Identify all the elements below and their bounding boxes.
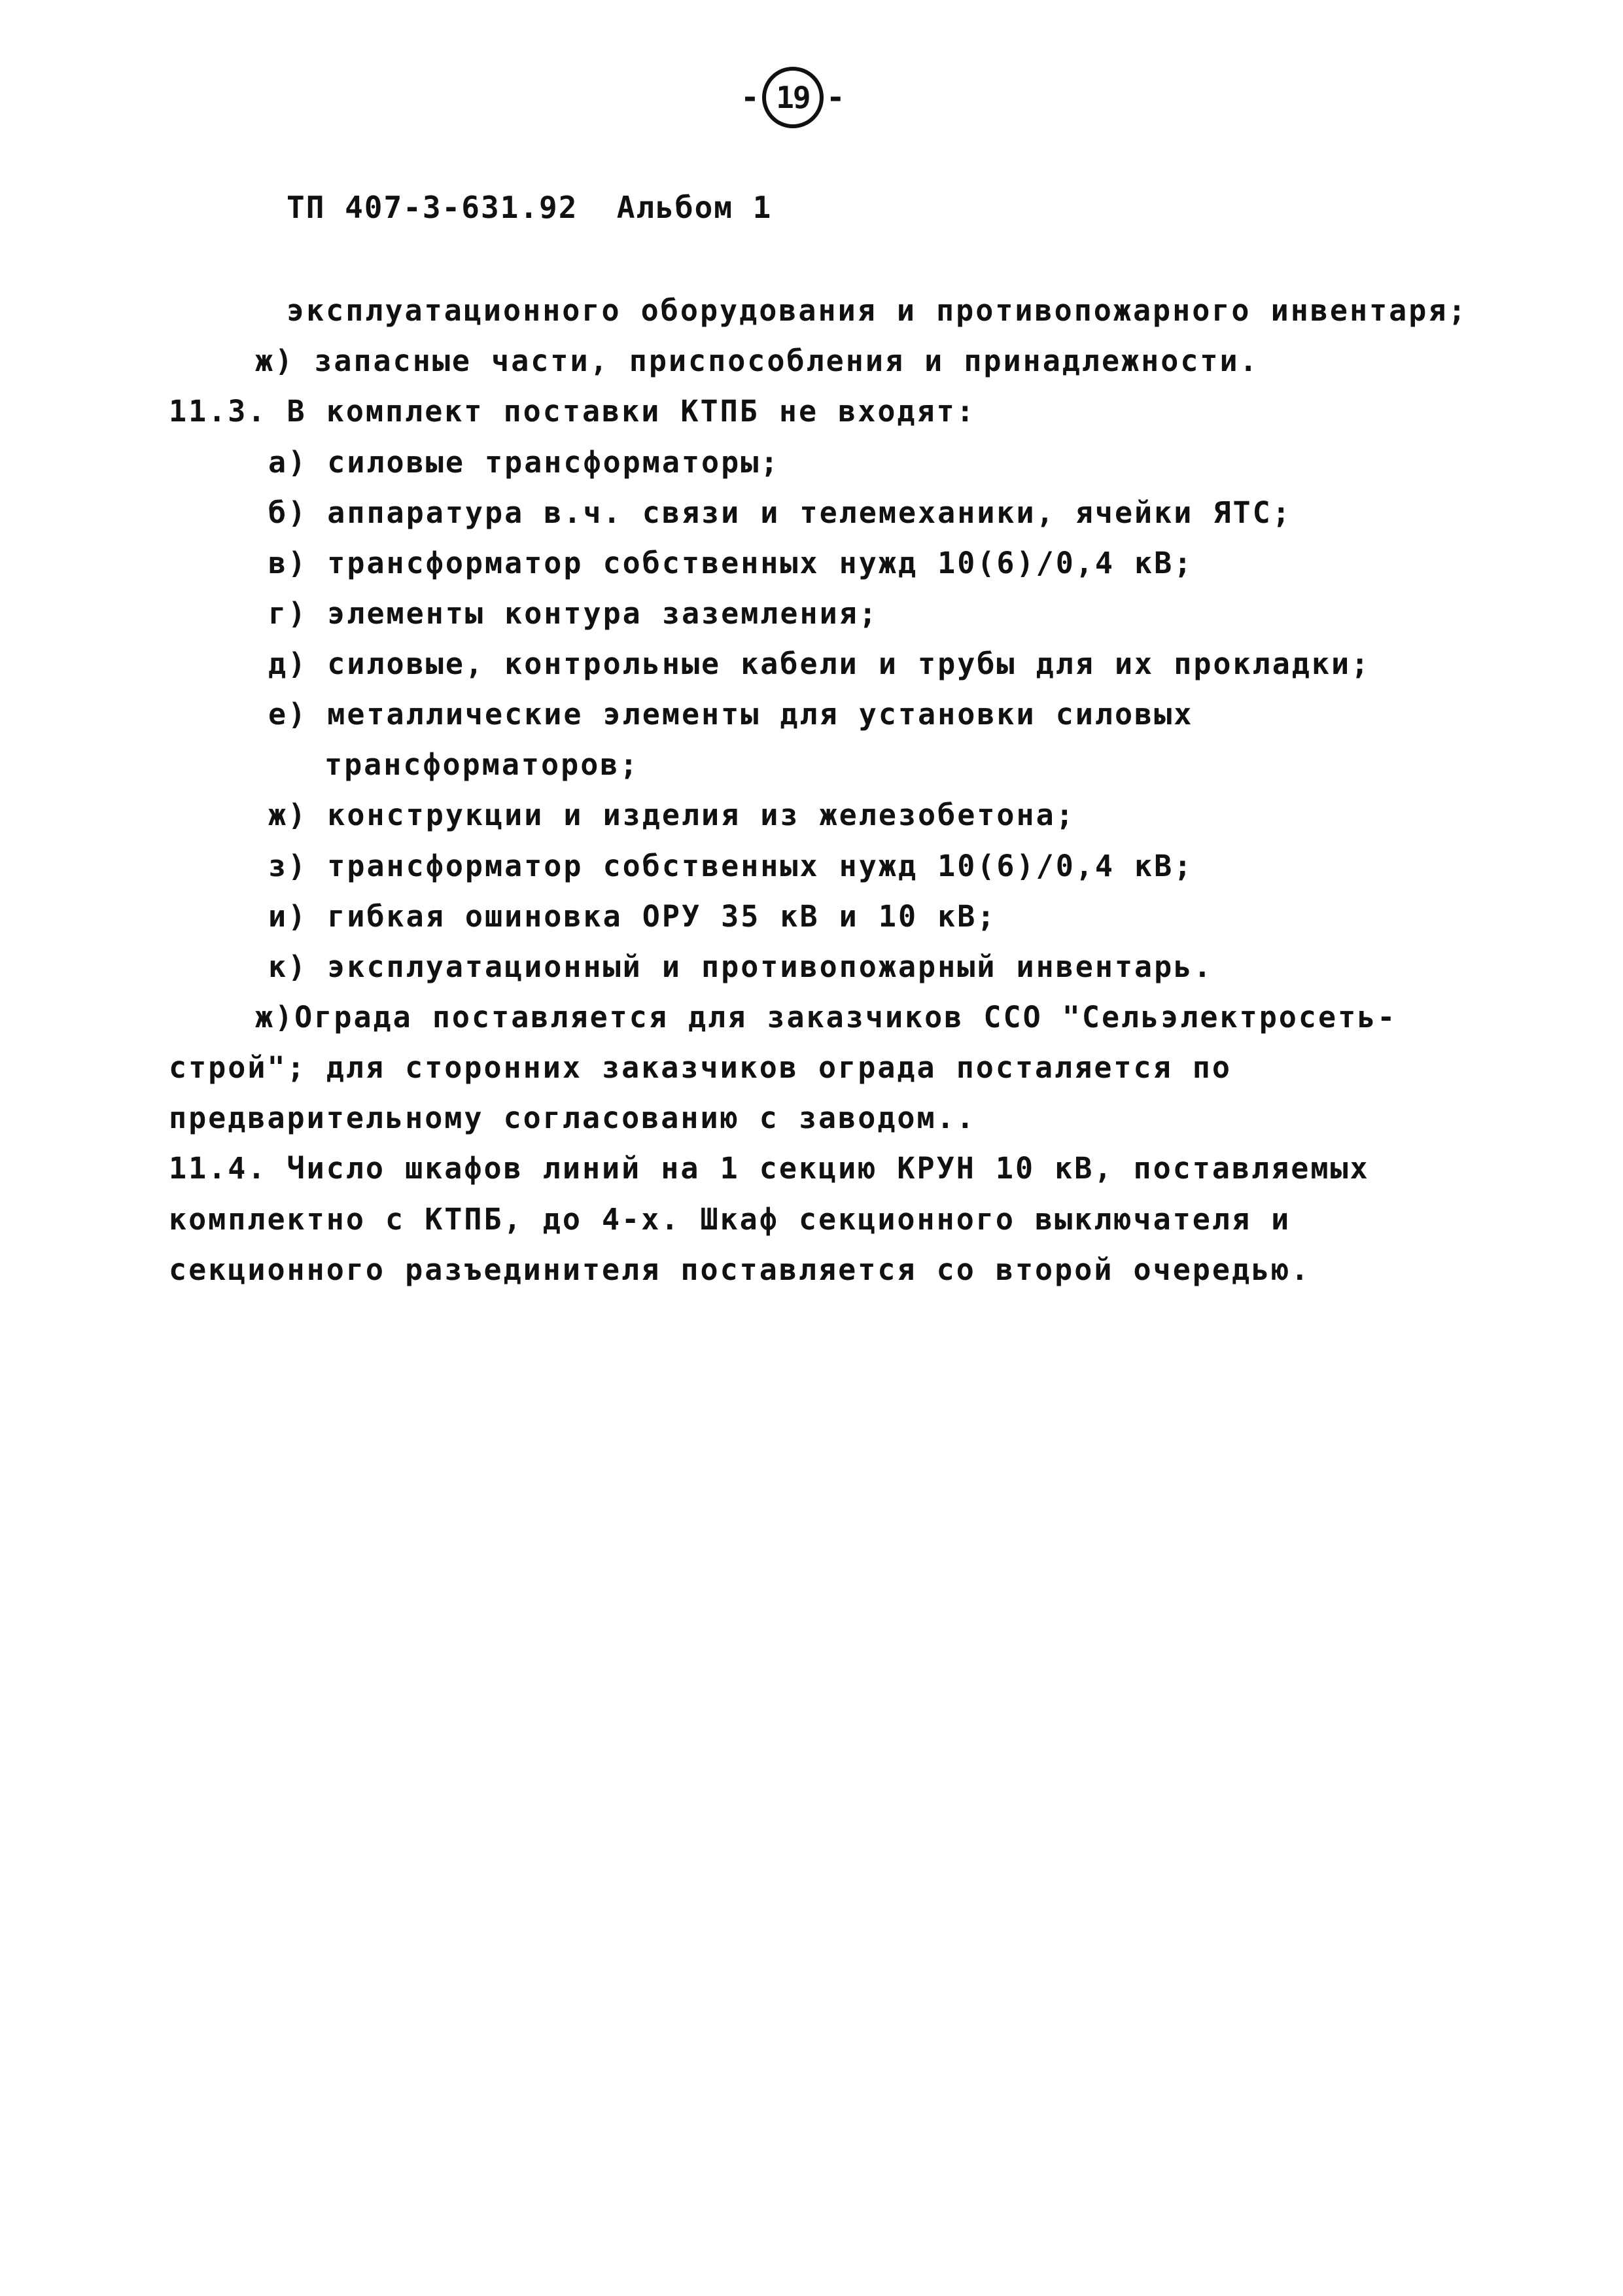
text-line: г) элементы контура заземления;	[268, 596, 879, 631]
page-number-dash-left: -	[741, 79, 759, 116]
text-line: д) силовые, контрольные кабели и трубы для их прокладки;	[268, 646, 1371, 681]
text-line: эксплуатационного оборудования и противопожарного инвентаря;	[287, 293, 1468, 328]
text-line: б) аппаратура в.ч. связи и телемеханики, ячейки ЯТС;	[268, 495, 1292, 530]
text-line: е) металлические элементы для установки силовых	[268, 697, 1194, 732]
page-number-value: 19	[776, 80, 810, 115]
text-line: в) трансформатор собственных нужд 10(6)/0,4 кВ;	[268, 546, 1194, 580]
document-header: ТП 407-3-631.92 Альбом 1	[287, 190, 773, 225]
text-line: ж) запасные части, приспособления и принадлежности.	[255, 344, 1259, 378]
text-line: трансформаторов;	[324, 747, 640, 782]
text-line: а) силовые трансформаторы;	[268, 445, 780, 480]
text-line: ж)Ограда поставляется для заказчиков ССО "Сельэлектросеть-	[255, 1000, 1397, 1034]
page-number-dash-right: -	[826, 79, 845, 116]
text-line: секционного разъединителя поставляется со второй очередью.	[169, 1252, 1311, 1287]
text-line: 11.3. В комплект поставки КТПБ не входят:	[169, 394, 976, 429]
text-line: предварительному согласованию с заводом..	[169, 1101, 976, 1135]
text-line: к) эксплуатационный и противопожарный инвентарь.	[268, 949, 1213, 984]
text-line: ж) конструкции и изделия из железобетона;	[268, 798, 1075, 832]
text-line: з) трансформатор собственных нужд 10(6)/0,4 кВ;	[268, 849, 1194, 883]
text-line: строй"; для сторонних заказчиков ограда посталяется по	[169, 1050, 1232, 1085]
text-line: комплектно с КТПБ, до 4-х. Шкаф секционного выключателя и	[169, 1202, 1291, 1237]
page-number	[738, 67, 848, 128]
page-number-circle	[762, 67, 824, 128]
text-line: 11.4. Число шкафов линий на 1 секцию КРУН 10 кВ, поставляемых	[169, 1151, 1370, 1186]
text-line: и) гибкая ошиновка ОРУ 35 кВ и 10 кВ;	[268, 899, 997, 934]
